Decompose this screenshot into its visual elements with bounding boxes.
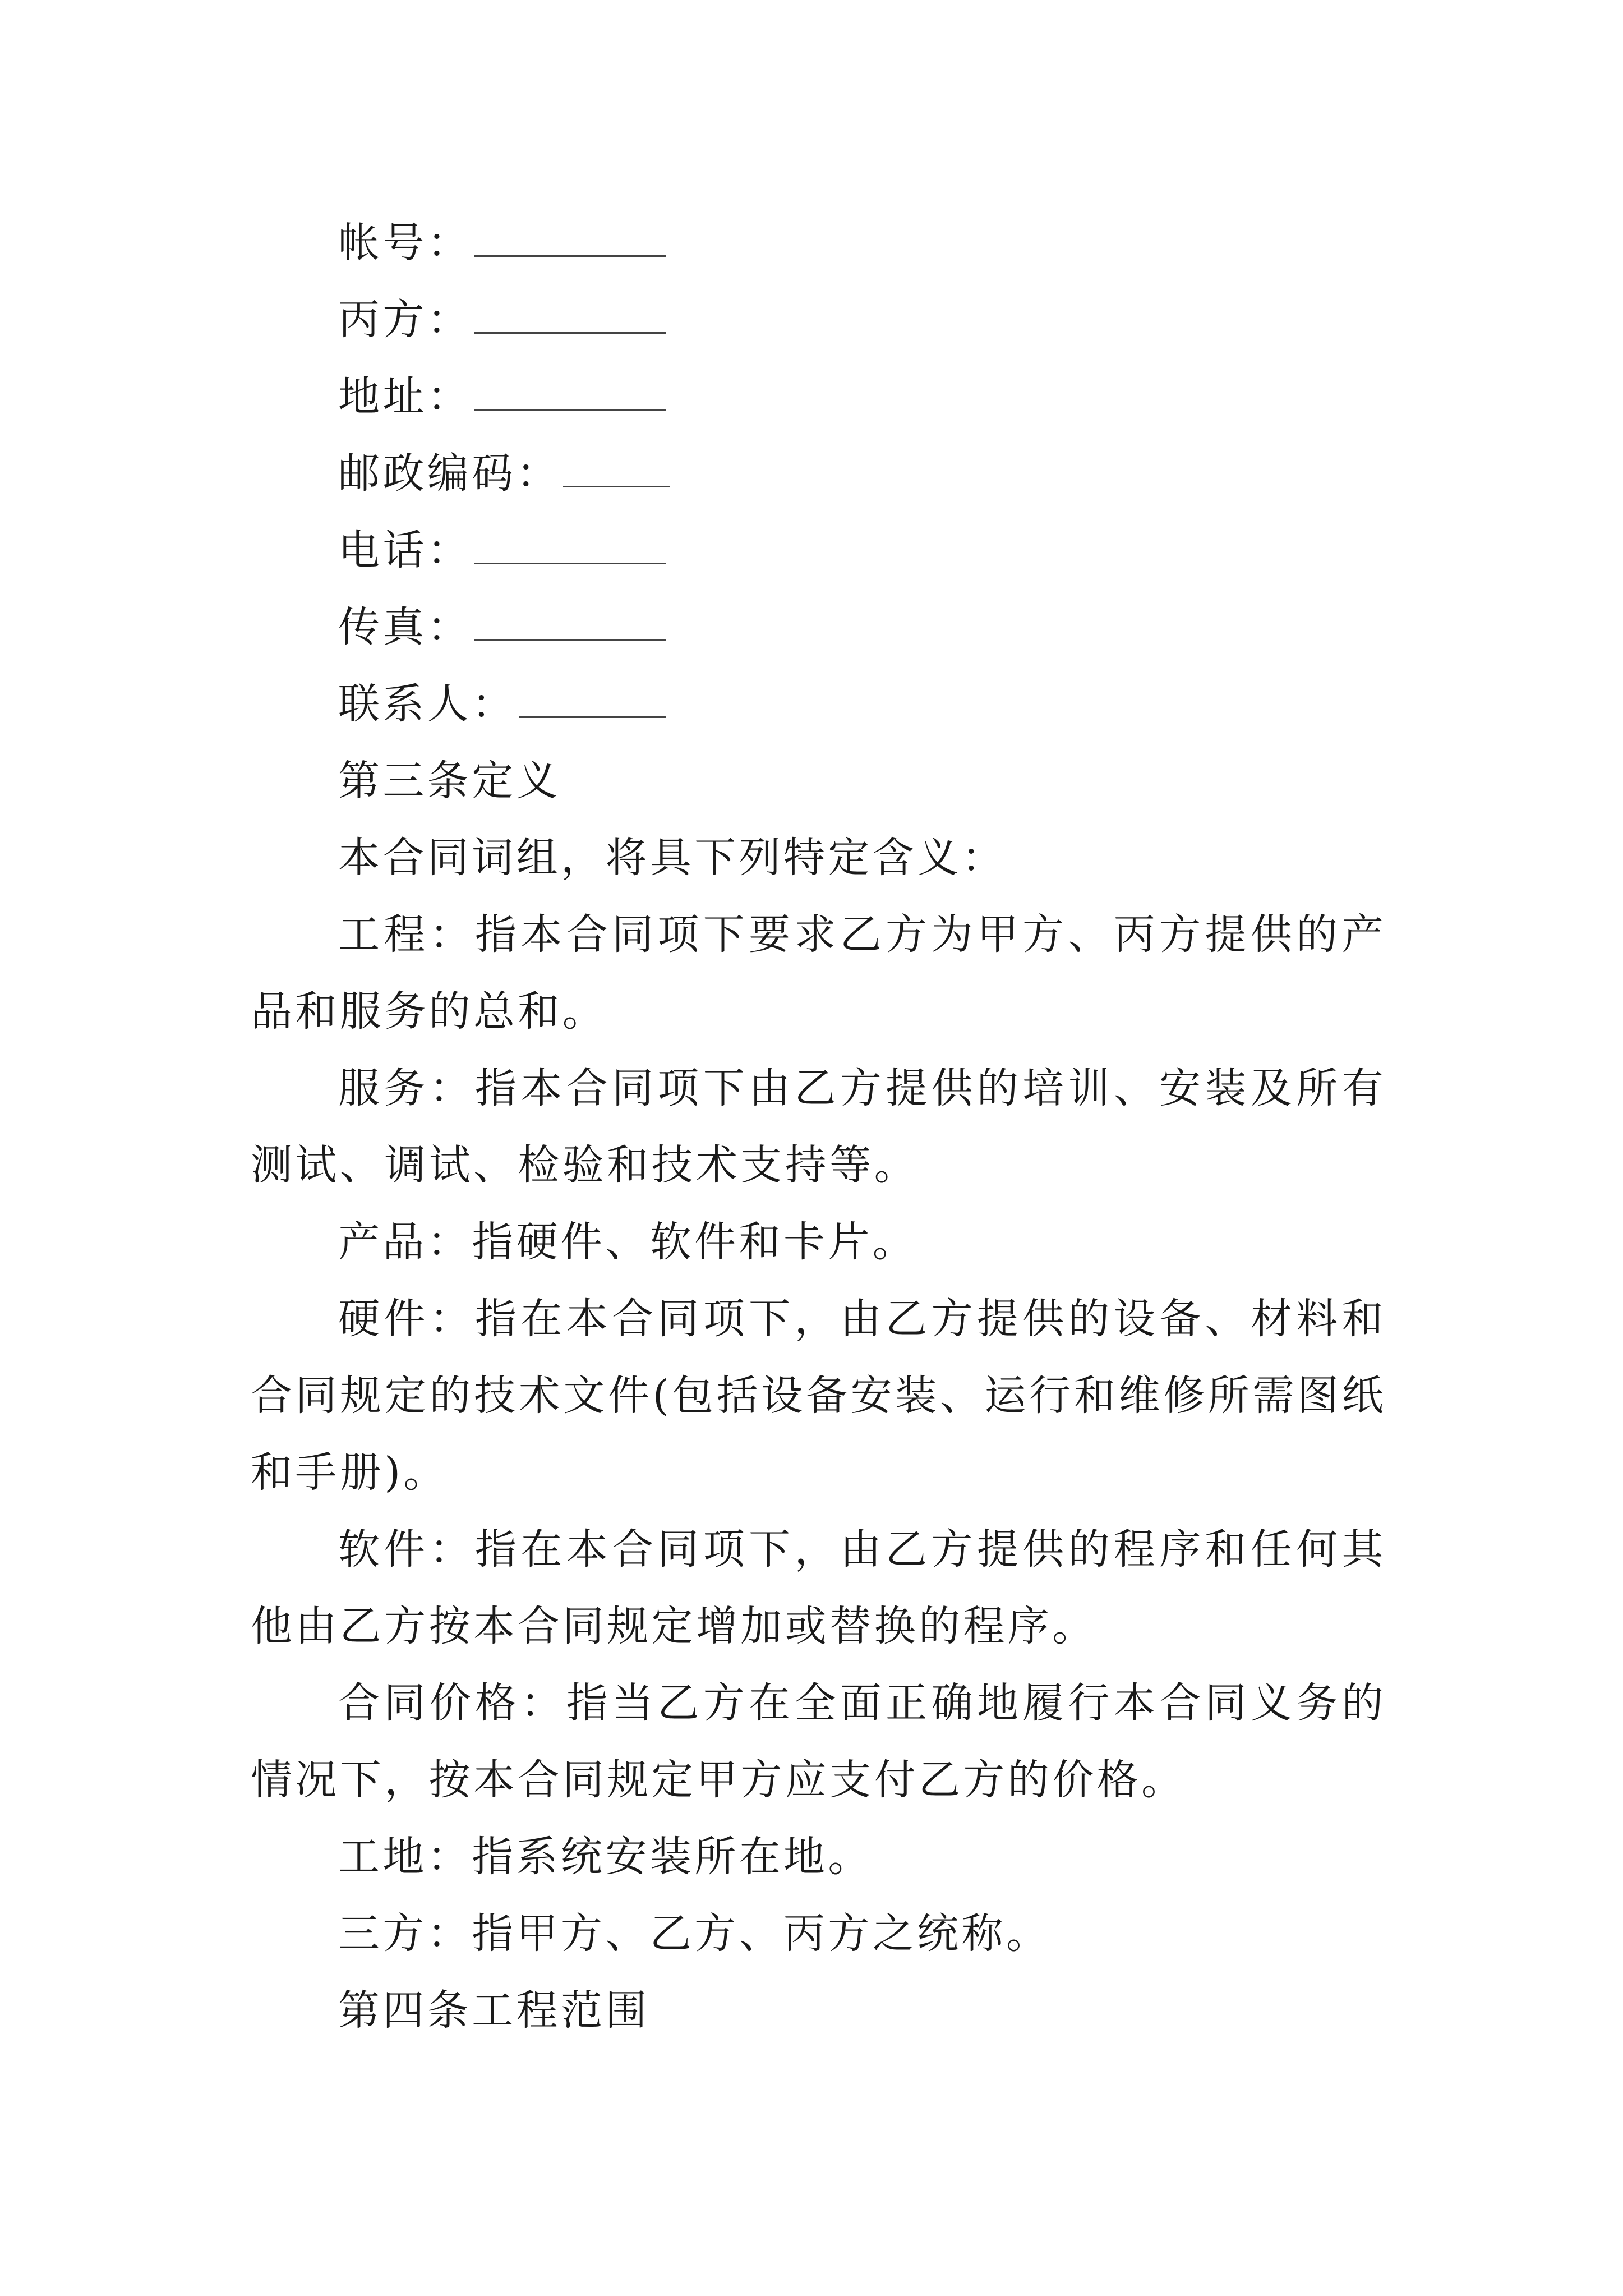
definition-software: 软件：指在本合同项下，由乙方提供的程序和任何其他由乙方按本合同规定增加或替换的程序。	[251, 1525, 1386, 1650]
article-4-heading: 第四条工程范围	[338, 1986, 650, 2035]
field-phone	[251, 512, 1386, 589]
fill-blank	[474, 608, 666, 641]
definition-product: 产品：指硬件、软件和卡片。	[338, 1218, 917, 1266]
definition-project: 工程：指本合同项下要求乙方为甲方、丙方提供的产品和服务的总和。	[251, 910, 1386, 1036]
fill-blank	[474, 301, 666, 334]
field-postal-code	[251, 435, 1386, 512]
fill-blank	[519, 685, 666, 718]
definition-site: 工地：指系统安装所在地。	[338, 1833, 873, 1881]
field-label: 电话：	[338, 526, 472, 574]
field-label: 帐号：	[338, 219, 472, 267]
definition-three-parties: 三方：指甲方、乙方、丙方之统称。	[338, 1910, 1051, 1958]
field-label: 联系人：	[338, 680, 517, 728]
field-party-c	[251, 282, 1386, 358]
field-label: 邮政编码：	[338, 449, 561, 498]
document-body	[251, 205, 1386, 2049]
fill-blank	[474, 378, 666, 411]
field-label: 地址：	[338, 372, 472, 421]
fill-blank	[474, 531, 666, 564]
fill-blank	[563, 454, 670, 487]
field-contact	[251, 666, 1386, 743]
article-3-intro: 本合同词组，将具下列特定含义：	[338, 834, 1006, 882]
field-fax	[251, 589, 1386, 666]
field-label: 丙方：	[338, 296, 472, 344]
definition-hardware: 硬件：指在本合同项下，由乙方提供的设备、材料和合同规定的技术文件(包括设备安装、运行和维修所需图纸和手册)。	[251, 1295, 1386, 1497]
fill-blank	[474, 224, 666, 257]
article-3-heading: 第三条定义	[338, 757, 561, 805]
definition-contract-price: 合同价格：指当乙方在全面正确地履行本合同义务的情况下，按本合同规定甲方应支付乙方的价格。	[251, 1679, 1386, 1804]
definition-service: 服务：指本合同项下由乙方提供的培训、安装及所有测试、调试、检验和技术支持等。	[251, 1064, 1386, 1189]
field-label: 传真：	[338, 603, 472, 651]
field-address	[251, 358, 1386, 435]
field-account	[251, 205, 1386, 282]
